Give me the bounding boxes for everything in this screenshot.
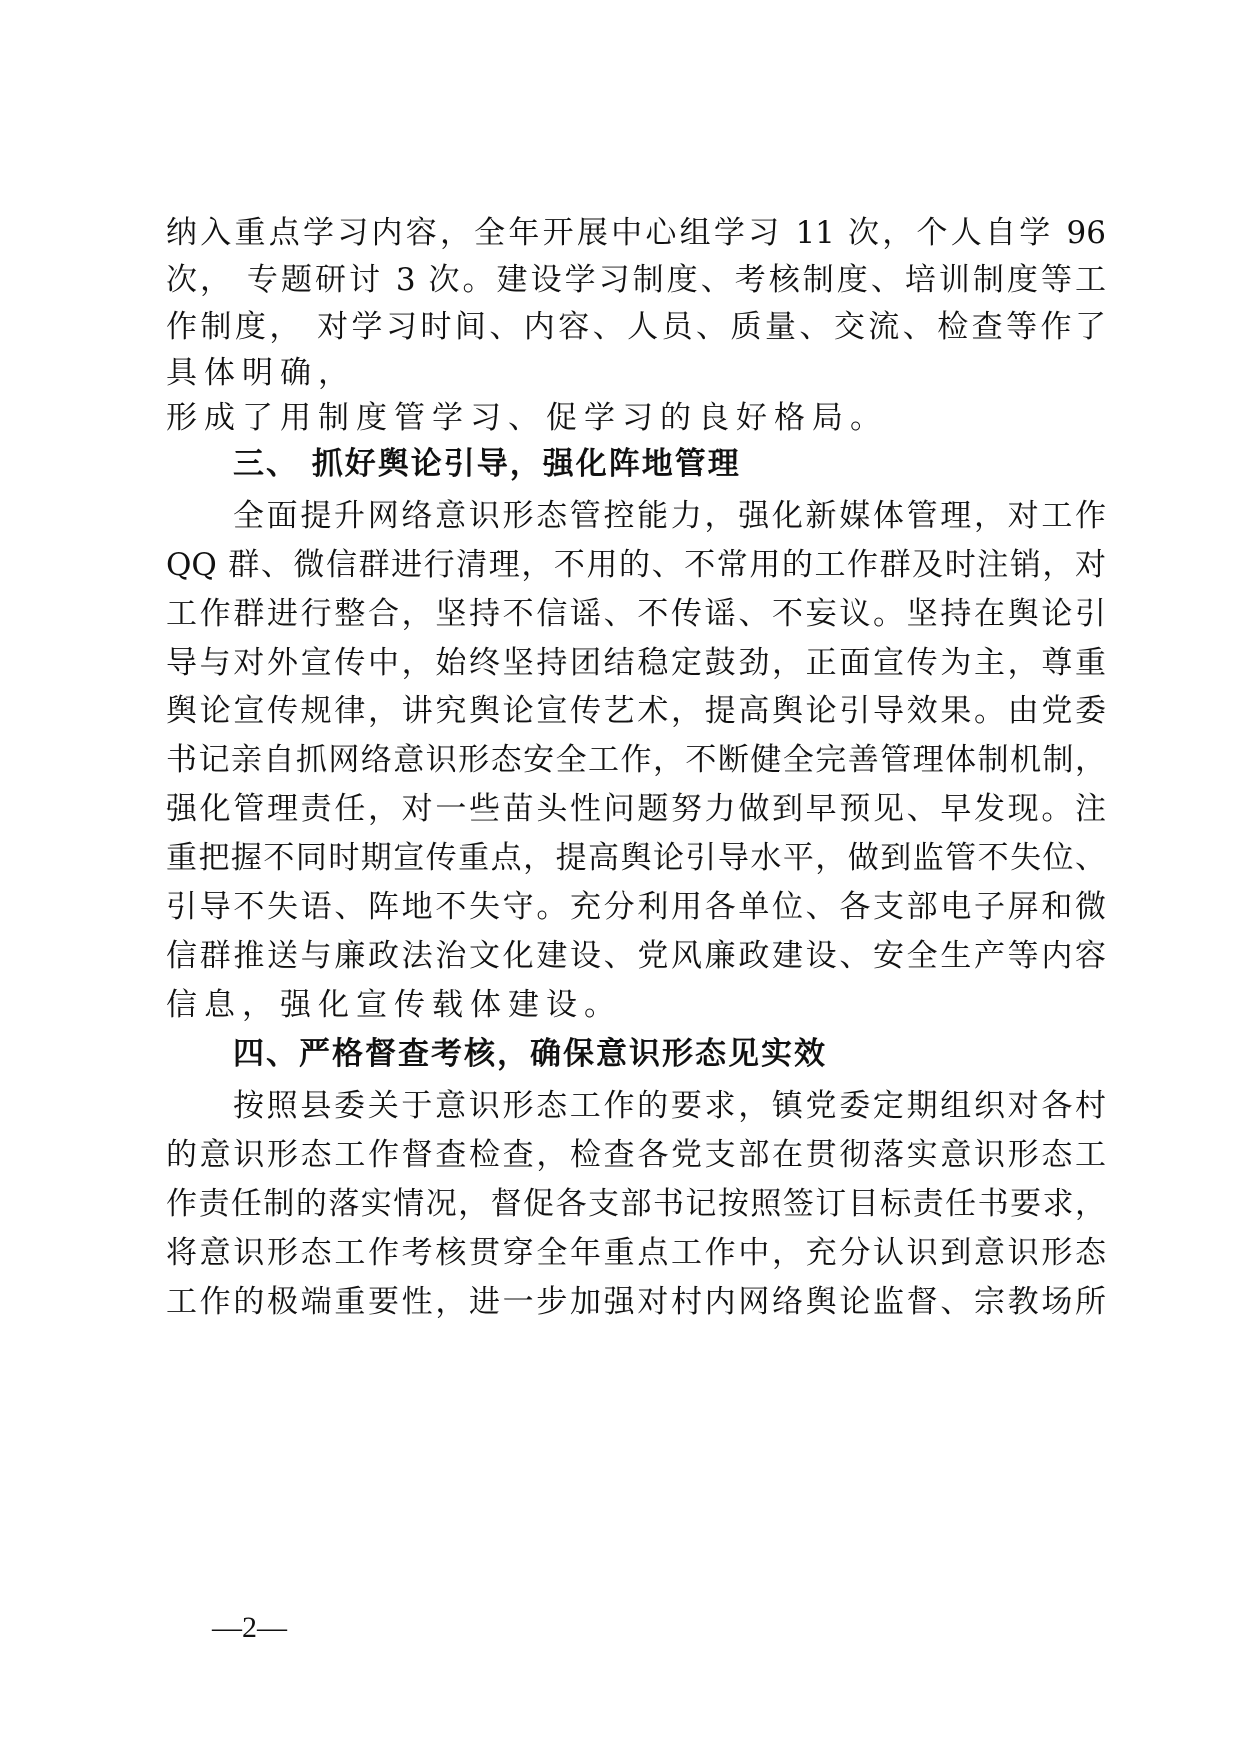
section-3-line-4: 导与对外宣传中，始终坚持团结稳定鼓劲，正面宣传为主，尊重: [166, 645, 1106, 681]
section-4-line-1: 按照县委关于意识形态工作的要求，镇党委定期组织对各村: [233, 1088, 1106, 1124]
section-3-line-3: 工作群进行整合，坚持不信谣、不传谣、不妄议。坚持在舆论引: [166, 596, 1106, 632]
section-3-heading: 三、 抓好舆论引导，强化阵地管理: [233, 446, 741, 482]
intro-line-4: 具体明确，: [166, 355, 356, 391]
page-number: —2—: [212, 1611, 287, 1644]
section-4-line-3: 作责任制的落实情况，督促各支部书记按照签订目标责任书要求，: [166, 1186, 1106, 1222]
section-3-line-1: 全面提升网络意识形态管控能力，强化新媒体管理，对工作: [233, 498, 1106, 534]
section-3-line-2: QQ 群、微信群进行清理，不用的、不常用的工作群及时注销，对: [166, 547, 1106, 583]
section-4-line-2: 的意识形态工作督查检查，检查各党支部在贯彻落实意识形态工: [166, 1137, 1106, 1173]
section-3-line-8: 重把握不同时期宣传重点，提高舆论引导水平，做到监管不失位、: [166, 840, 1106, 876]
section-3-line-10: 信群推送与廉政法治文化建设、党风廉政建设、安全生产等内容: [166, 938, 1106, 974]
section-3-line-9: 引导不失语、阵地不失守。充分利用各单位、各支部电子屏和微: [166, 889, 1106, 925]
intro-line-3: 作制度， 对学习时间、内容、人员、质量、交流、检查等作了: [166, 309, 1106, 345]
section-4-line-4: 将意识形态工作考核贯穿全年重点工作中，充分认识到意识形态: [166, 1235, 1106, 1271]
section-3-line-5: 舆论宣传规律，讲究舆论宣传艺术，提高舆论引导效果。由党委: [166, 693, 1106, 729]
section-4-line-5: 工作的极端重要性，进一步加强对村内网络舆论监督、宗教场所: [166, 1284, 1106, 1320]
section-3-line-11: 信息，强化宣传载体建设。: [166, 987, 622, 1023]
section-4-heading: 四、严格督查考核，确保意识形态见实效: [233, 1036, 827, 1072]
section-3-line-6: 书记亲自抓网络意识形态安全工作，不断健全完善管理体制机制，: [166, 742, 1106, 778]
intro-line-2: 次， 专题研讨 3 次。建设学习制度、考核制度、培训制度等工: [166, 262, 1106, 298]
intro-line-5: 形成了用制度管学习、促学习的良好格局。: [166, 400, 888, 436]
intro-line-1: 纳入重点学习内容，全年开展中心组学习 11 次，个人自学 96: [166, 215, 1106, 251]
section-3-line-7: 强化管理责任，对一些苗头性问题努力做到早预见、早发现。注: [166, 791, 1106, 827]
